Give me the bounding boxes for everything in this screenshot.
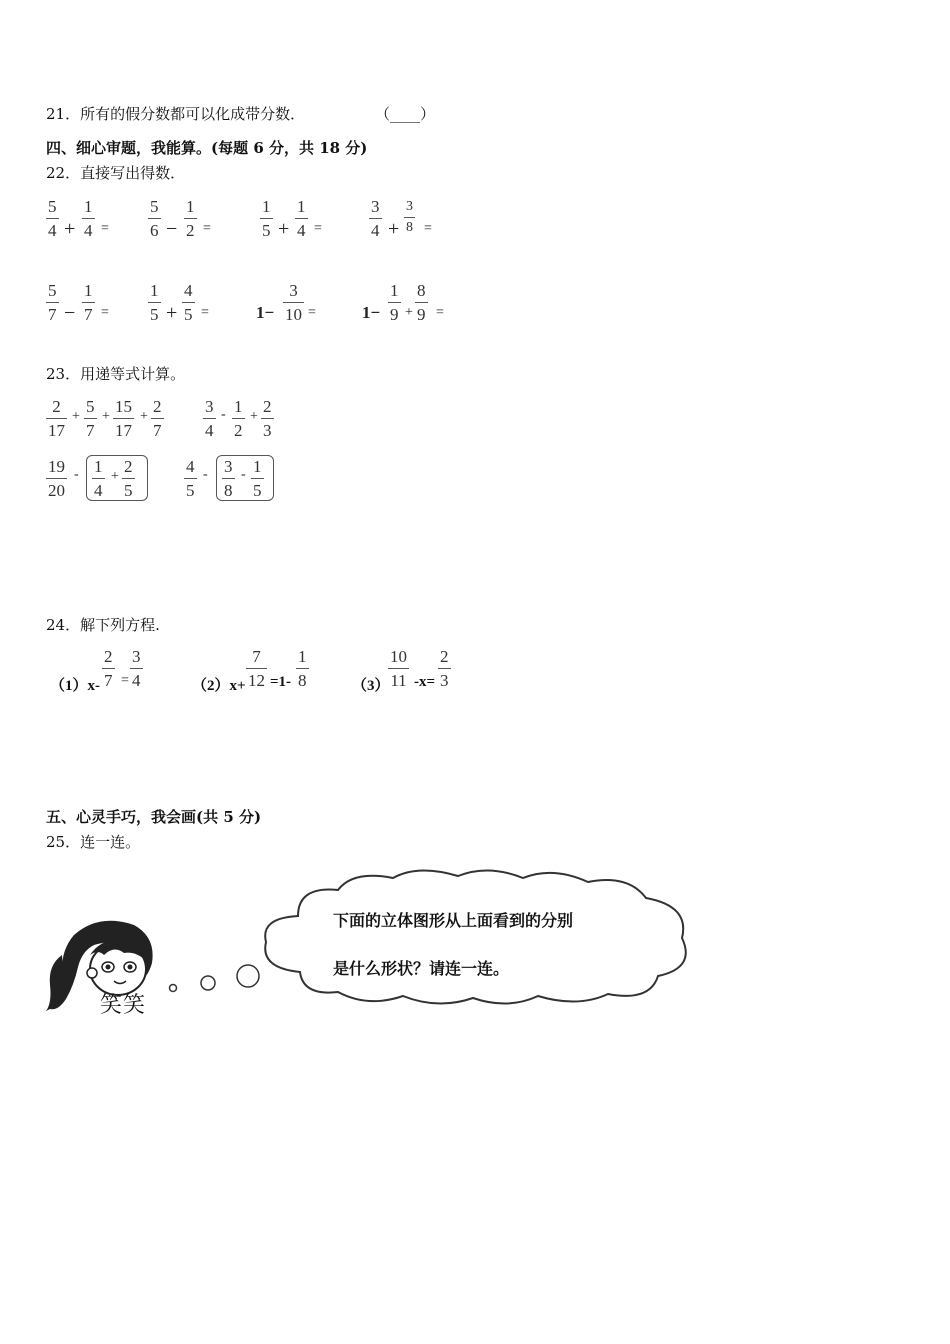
q22-title: 22．直接写出得数． <box>46 164 186 182</box>
fraction: $\frac{8}{9}$ <box>417 281 426 324</box>
equation-mid: =1- <box>270 674 292 690</box>
lead-term: 1− <box>256 303 275 322</box>
q25-title: 25．连一连。 <box>46 833 141 851</box>
equals: = <box>121 673 129 688</box>
equation-mid: -x= <box>414 674 436 690</box>
fraction: $\frac{1}{4}$ <box>84 197 93 240</box>
q24-title: 24．解下列方程. <box>46 616 160 634</box>
fraction: $\frac{5}{7}$ <box>48 281 57 324</box>
fraction: $\frac{19}{20}$ <box>48 457 65 500</box>
fraction: $\frac{3}{8}$ <box>224 457 233 500</box>
fraction: $\frac{15}{17}$ <box>115 397 132 440</box>
operator: - <box>203 467 208 482</box>
equals: = <box>203 221 211 236</box>
equation-label: （1）x- <box>50 678 100 694</box>
q21-answer-blank[interactable]: （____） <box>375 105 436 123</box>
equals: = <box>101 305 109 320</box>
operator: + <box>166 302 178 324</box>
fraction: $\frac{2}{3}$ <box>440 647 449 690</box>
operator: - <box>74 467 79 482</box>
operator: + <box>111 469 119 484</box>
fraction: $\frac{3}{8}$ <box>406 199 413 235</box>
equals: = <box>436 305 444 320</box>
fraction: $\frac{5}{7}$ <box>86 397 95 440</box>
fraction: $\frac{1}{2}$ <box>234 397 243 440</box>
character-name: 笑笑 <box>100 993 147 1018</box>
fraction: $\frac{2}{7}$ <box>104 647 113 690</box>
fraction: $\frac{3}{4}$ <box>132 647 141 690</box>
bubble-text-line-2: 是什么形状？请连一连。 <box>333 959 510 978</box>
section-4-title: 四、细心审题，我能算。(每题 6 分，共 18 分) <box>46 139 368 157</box>
fraction: $\frac{10}{11}$ <box>390 647 407 690</box>
fraction: $\frac{3}{4}$ <box>205 397 214 440</box>
equals: = <box>201 305 209 320</box>
fraction: $\frac{3}{4}$ <box>371 197 380 240</box>
fraction: $\frac{1}{2}$ <box>186 197 195 240</box>
fraction: $\frac{1}{5}$ <box>262 197 271 240</box>
equals: = <box>314 221 322 236</box>
equation-label: （2）x+ <box>192 678 246 694</box>
operator: − <box>166 218 178 240</box>
operator: - <box>221 407 226 422</box>
equals: = <box>101 221 109 236</box>
operator: + <box>64 218 76 240</box>
fraction: $\frac{1}{4}$ <box>297 197 306 240</box>
equals: = <box>308 305 316 320</box>
fraction: $\frac{5}{4}$ <box>48 197 57 240</box>
operator: + <box>102 409 110 424</box>
thought-dots <box>160 955 270 1000</box>
fraction: $\frac{1}{7}$ <box>84 281 93 324</box>
fraction: $\frac{1}{4}$ <box>94 457 103 500</box>
fraction: $\frac{1}{8}$ <box>298 647 307 690</box>
operator: + <box>72 409 80 424</box>
fraction: $\frac{2}{5}$ <box>124 457 133 500</box>
fraction: $\frac{1}{5}$ <box>150 281 159 324</box>
thought-cloud <box>258 868 698 1008</box>
fraction: $\frac{1}{5}$ <box>253 457 262 500</box>
fraction: $\frac{3}{10}$ <box>285 281 302 324</box>
q21-text: 21．所有的假分数都可以化成带分数． <box>46 105 306 123</box>
operator: + <box>140 409 148 424</box>
q23-title: 23．用递等式计算。 <box>46 365 186 383</box>
fraction: $\frac{1}{9}$ <box>390 281 399 324</box>
operator: + <box>388 218 400 240</box>
fraction: $\frac{7}{12}$ <box>248 647 265 690</box>
operator: + <box>250 409 258 424</box>
lead-term: 1− <box>362 303 381 322</box>
fraction: $\frac{2}{17}$ <box>48 397 65 440</box>
fraction: $\frac{2}{7}$ <box>153 397 162 440</box>
fraction: $\frac{2}{3}$ <box>263 397 272 440</box>
equals: = <box>424 221 432 236</box>
equation-label: （3） <box>352 678 390 694</box>
operator: − <box>64 302 76 324</box>
fraction: $\frac{5}{6}$ <box>150 197 159 240</box>
operator: - <box>241 467 246 482</box>
fraction: $\frac{4}{5}$ <box>186 457 195 500</box>
bubble-text-line-1: 下面的立体图形从上面看到的分别 <box>333 911 574 930</box>
operator: + <box>278 218 290 240</box>
section-5-title: 五、心灵手巧，我会画(共 5 分) <box>46 808 262 826</box>
operator: + <box>405 305 413 320</box>
fraction: $\frac{4}{5}$ <box>184 281 193 324</box>
